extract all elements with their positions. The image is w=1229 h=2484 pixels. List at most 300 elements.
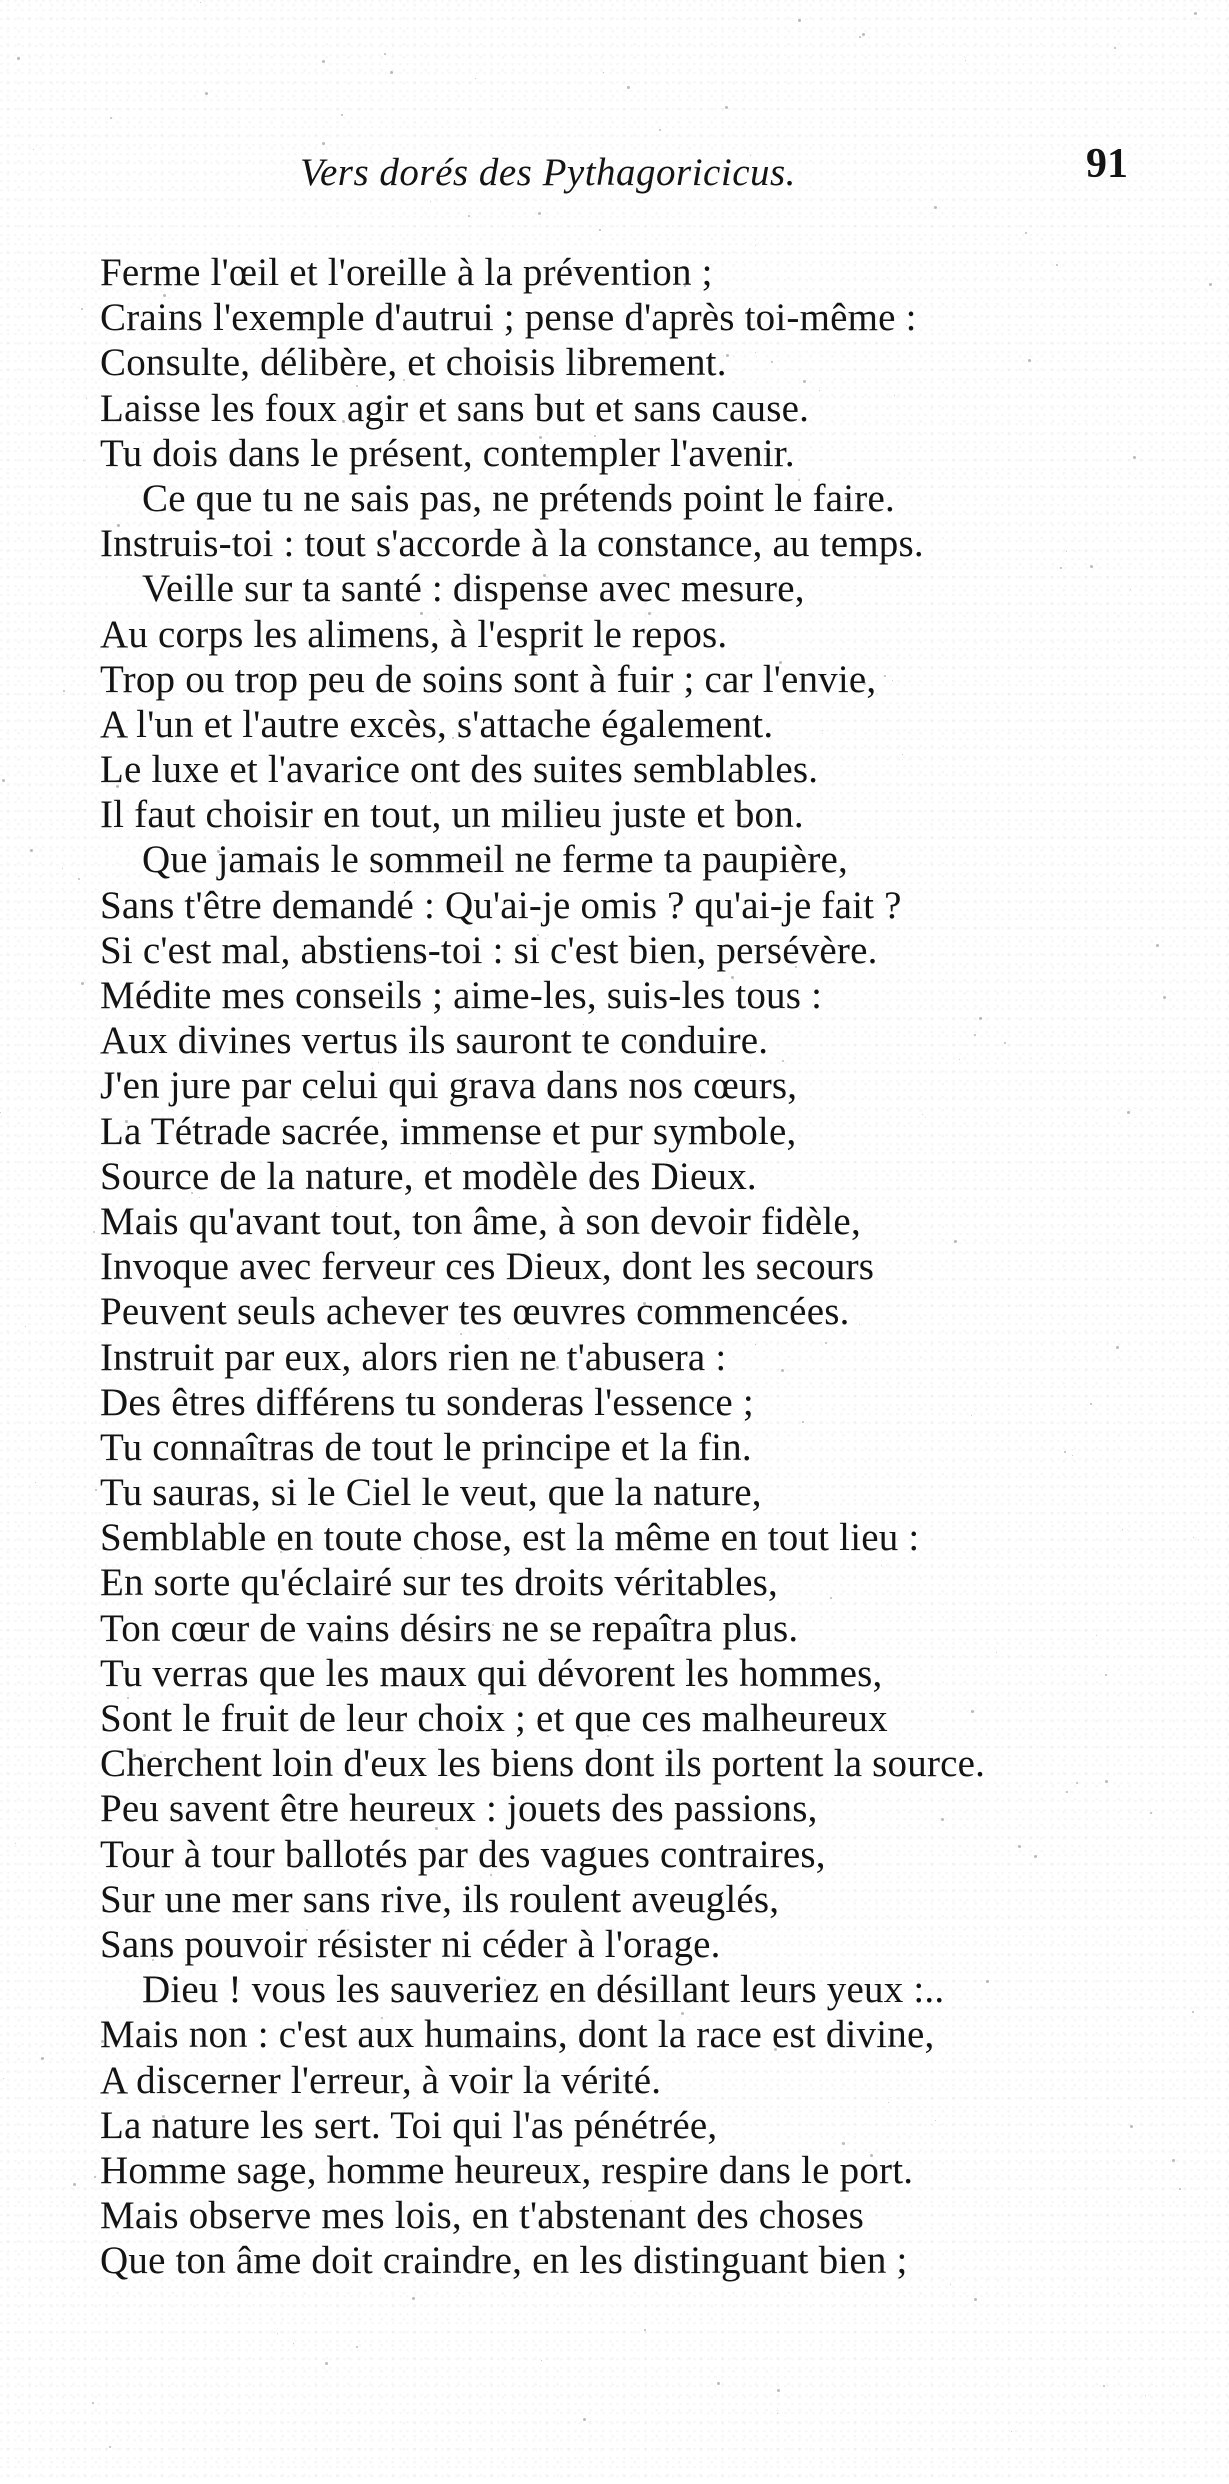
paper-speck [601,594,604,597]
paper-speck [342,420,345,423]
paper-speck [996,1652,997,1653]
paper-speck [367,954,368,955]
paper-speck [306,1929,308,1931]
paper-speck [414,2129,416,2131]
paper-speck [361,1952,362,1953]
paper-speck [94,2176,96,2178]
paper-speck [583,2418,586,2421]
paper-speck [1076,1782,1078,1784]
paper-speck [842,2142,845,2145]
verse-line: Source de la nature, et modèle des Dieux. [100,1154,757,1198]
paper-speck [101,2040,104,2043]
paper-speck [93,1231,95,1233]
paper-speck [428,723,431,726]
paper-speck [430,201,431,202]
paper-speck [248,1532,249,1533]
paper-speck [152,1959,154,1961]
verse-line: Invoque avec ferveur ces Dieux, dont les secours [100,1245,875,1289]
paper-speck [504,1979,506,1981]
paper-speck [795,966,797,968]
running-head: Vers dorés des Pythagoricicus. [300,151,796,194]
paper-speck [881,2262,884,2265]
paper-speck [774,2048,777,2051]
paper-speck [1150,1812,1152,1814]
paper-speck [239,819,241,821]
paper-speck [191,1192,193,1194]
paper-speck [596,1012,597,1013]
paper-speck [511,283,512,284]
verse-line: Si c'est mal, abstiens-toi : si c'est bien, persévère. [100,928,878,972]
verse-line: Ferme l'œil et l'oreille à la prévention ; [100,251,713,294]
verse-line: Consulte, délibère, et choisis librement. [100,341,727,385]
verse-line: Trop ou trop peu de soins sont à fuir ; car l'envie, [100,657,877,701]
paper-speck [205,92,208,95]
paper-speck [971,1415,972,1416]
verse-line: Mais qu'avant tout, ton âme, à son devoir fidèle, [100,1199,861,1243]
page-number: 91 [1086,141,1128,187]
paper-speck [1072,1455,1073,1456]
paper-speck [1179,2188,1181,2190]
paper-speck [341,114,343,116]
verse-line: Tu sauras, si le Ciel le veut, que la nature, [100,1471,762,1515]
paper-speck [356,2346,358,2348]
paper-speck [1064,1451,1066,1453]
paper-speck [508,1338,509,1339]
paper-speck [17,57,20,60]
verse-line: Instruis-toi : tout s'accorde à la constance, au temps. [100,522,924,566]
paper-speck [490,1259,491,1260]
paper-speck [884,675,886,677]
paper-speck [717,2382,720,2385]
paper-speck [492,1624,494,1626]
paper-speck [429,864,432,867]
paper-speck [310,1099,312,1101]
paper-speck [1145,2395,1146,2396]
paper-speck [259,671,260,672]
paper-speck [556,1366,559,1369]
paper-speck [830,1597,832,1599]
paper-speck [1163,996,1166,999]
paper-speck [1090,565,1093,568]
paper-speck [356,385,358,387]
paper-speck [892,680,893,681]
paper-speck [726,354,729,357]
paper-speck [1090,1403,1092,1405]
paper-speck [965,60,966,61]
paper-speck [678,1400,680,1402]
paper-speck [224,1624,226,1626]
paper-speck [2,779,5,782]
paper-speck [86,398,87,399]
paper-speck [959,1059,960,1060]
paper-speck [30,849,33,852]
paper-speck [41,2057,44,2060]
paper-speck [654,689,655,690]
paper-speck [460,2278,461,2279]
paper-speck [511,1359,512,1360]
paper-speck [1122,1529,1123,1530]
paper-speck [117,524,120,527]
paper-speck [725,106,728,109]
paper-speck [372,1068,373,1069]
verse-line: Instruit par eux, alors rien ne t'abusera : [100,1335,727,1379]
paper-speck [452,737,454,739]
paper-speck [296,1289,297,1290]
paper-speck [750,155,751,156]
paper-speck [627,86,630,89]
paper-speck [396,1082,399,1085]
paper-speck [822,730,823,731]
paper-speck [439,619,440,620]
paper-speck [256,331,257,332]
paper-speck [599,229,601,231]
paper-speck [438,1446,439,1447]
paper-speck [179,812,180,813]
paper-speck [468,215,470,217]
paper-speck [881,1565,882,1566]
paper-speck [420,1557,422,1559]
paper-speck [162,2115,165,2118]
paper-speck [1209,283,1212,286]
paper-speck [1025,232,1027,234]
paper-speck [643,1302,646,1305]
paper-speck [935,2120,936,2121]
verse-line: Laisse les foux agir et sans but et sans cause. [100,386,810,430]
paper-speck [435,1827,438,1830]
paper-speck [676,1273,679,1276]
paper-speck [116,785,119,788]
paper-speck [1133,456,1136,459]
paper-speck [362,1585,363,1586]
paper-speck [934,206,937,209]
verse-line: Semblable en toute chose, est la même en tout lieu : [100,1516,920,1560]
paper-speck [941,1818,944,1821]
paper-speck [360,2000,362,2002]
paper-speck [974,1034,976,1036]
paper-speck [0,1112,1,1113]
paper-speck [262,1448,264,1450]
paper-speck [322,142,325,145]
paper-speck [450,1153,451,1154]
paper-speck [750,1065,751,1066]
paper-speck [779,661,782,664]
paper-speck [681,2012,684,2015]
paper-speck [539,436,542,439]
verse-line: Que ton âme doit craindre, en les distinguant bien ; [100,2239,908,2283]
verse-line: Peuvent seuls achever tes œuvres commencées. [100,1290,850,1334]
verse-line: Le luxe et l'avarice ont des suites semblables. [100,748,819,792]
paper-speck [1028,359,1031,362]
paper-speck [200,2,201,3]
paper-speck [719,809,720,810]
paper-speck [862,1723,863,1724]
paper-speck [460,1333,462,1335]
paper-speck [603,72,604,73]
paper-speck [1130,2125,1133,2128]
paper-speck [1060,567,1062,569]
paper-speck [430,792,431,793]
paper-speck [1004,1042,1006,1044]
paper-speck [216,307,219,310]
paper-speck [861,1712,863,1714]
paper-speck [594,435,596,437]
paper-speck [777,2413,778,2414]
paper-speck [537,934,539,936]
verse-line: Veille sur ta santé : dispense avec mesure, [142,567,805,611]
paper-speck [535,2070,537,2072]
paper-speck [802,1421,804,1423]
paper-speck [863,682,866,685]
paper-speck [204,459,207,462]
paper-speck [845,497,848,500]
paper-speck [971,1710,974,1713]
paper-speck [223,2074,225,2076]
paper-speck [125,1120,128,1123]
paper-speck [902,754,903,755]
paper-speck [109,2446,111,2448]
paper-speck [1066,1791,1068,1793]
paper-speck [535,652,537,654]
paper-speck [277,2333,278,2334]
paper-speck [163,294,166,297]
verse-line: Homme sage, homme heureux, respire dans le port. [100,2148,914,2192]
paper-speck [954,1240,957,1243]
paper-speck [110,117,112,119]
paper-speck [777,2389,780,2392]
paper-speck [264,359,267,362]
paper-speck [181,1177,182,1178]
paper-speck [370,2180,373,2183]
paper-speck [490,1874,492,1876]
verse-line: Sans t'être demandé : Qu'ai-je omis ? qu'ai-je fait ? [100,883,902,927]
paper-speck [403,379,405,381]
paper-speck [979,1017,982,1020]
paper-speck [467,1953,469,1955]
paper-speck [380,2278,381,2279]
paper-speck [1096,1635,1097,1636]
verse-line: Mais observe mes lois, en t'abstenant des choses [100,2194,864,2238]
paper-speck [127,1697,129,1699]
paper-speck [25,1326,26,1327]
paper-speck [771,361,773,363]
paper-speck [81,308,83,310]
paper-speck [336,1206,337,1207]
paper-speck [1130,589,1131,590]
paper-speck [894,395,895,396]
paper-speck [222,727,223,728]
paper-speck [92,2402,94,2404]
paper-speck [974,2298,977,2301]
paper-speck [541,2360,542,2361]
paper-speck [1193,1537,1194,1538]
paper-speck [859,1324,860,1325]
paper-speck [160,1751,162,1753]
paper-speck [859,36,861,38]
paper-speck [1011,2431,1012,2432]
verse-line: Tu verras que les maux qui dévorent les hommes, [100,1651,883,1695]
paper-speck [1116,1346,1119,1349]
paper-speck [684,285,686,287]
verse-line: Sur une mer sans rive, ils roulent aveuglés, [100,1877,780,1921]
paper-speck [1066,551,1067,552]
paper-speck [95,1489,97,1491]
paper-speck [202,366,203,367]
paper-speck [416,958,419,961]
paper-speck [81,982,84,985]
paper-speck [165,552,167,554]
paper-speck [420,612,423,615]
paper-speck [906,325,907,326]
verse-line: Ce que tu ne sais pas, ne prétends point le faire. [142,476,895,520]
paper-speck [396,1247,397,1248]
paper-speck [630,2200,632,2202]
paper-speck [1056,264,1058,266]
paper-speck [1194,12,1197,15]
paper-speck [743,824,746,827]
paper-speck [63,690,65,692]
paper-speck [148,804,149,805]
paper-speck [653,1671,655,1673]
paper-speck [1114,47,1116,49]
verse-line: Tu connaîtras de tout le principe et la fin. [100,1425,752,1469]
paper-speck [574,583,577,586]
paper-speck [644,1041,647,1044]
paper-speck [1103,2385,1105,2387]
paper-speck [35,1482,36,1483]
paper-speck [711,1904,714,1907]
paper-speck [798,19,801,22]
paper-speck [340,1640,343,1643]
paper-speck [313,1226,314,1227]
paper-speck [862,33,865,36]
paper-speck [870,2154,873,2157]
paper-speck [3,2078,4,2079]
paper-speck [1018,1845,1021,1848]
paper-speck [755,352,756,353]
paper-speck [781,1369,784,1372]
paper-speck [325,2362,328,2365]
paper-speck [819,390,820,391]
paper-speck [384,53,386,55]
paper-speck [755,1344,756,1345]
paper-speck [798,479,800,481]
paper-speck [922,1114,923,1115]
paper-speck [293,2343,294,2344]
verse-line: Tour à tour ballotés par des vagues contraires, [100,1832,826,1876]
verse-line: Ton cœur de vains désirs ne se repaîtra plus. [100,1606,799,1650]
verse-line: Des êtres différens tu sonderas l'essence ; [100,1380,754,1424]
verse-block [100,250,1200,2283]
paper-speck [1127,1111,1130,1114]
paper-speck [782,1060,784,1062]
verse-line: En sorte qu'éclairé sur tes droits véritables, [100,1561,778,1605]
paper-speck [607,1735,609,1737]
paper-speck [1034,1855,1037,1858]
paper-speck [755,245,756,246]
paper-speck [636,552,638,554]
paper-speck [378,1062,379,1063]
paper-speck [381,2017,383,2019]
paper-speck [83,460,84,461]
paper-speck [1172,2159,1175,2162]
paper-speck [1192,2011,1194,2013]
paper-speck [659,129,661,131]
paper-speck [545,938,546,939]
paper-speck [888,2102,889,2103]
paper-speck [254,852,257,855]
verse-line: Au corps les alimens, à l'esprit le repos. [100,612,728,656]
paper-speck [205,494,208,497]
paper-speck [143,1754,146,1757]
verse-line: Que jamais le sommeil ne ferme ta paupière, [142,838,848,882]
verse-line: A discerner l'erreur, à voir la vérité. [100,2058,662,2102]
verse-line: Crains l'exemple d'autrui ; pense d'après toi-même : [100,296,917,340]
paper-speck [127,1000,130,1003]
verse-line: Peu savent être heureux : jouets des passions, [100,1787,818,1831]
paper-speck [543,574,546,577]
paper-speck [644,2329,646,2331]
verse-line: J'en jure par celui qui grava dans nos cœurs, [100,1064,798,1108]
paper-speck [280,1551,282,1553]
paper-speck [511,555,513,557]
paper-speck [347,1929,349,1931]
paper-speck [300,918,301,919]
paper-speck [631,461,633,463]
paper-speck [78,878,80,880]
paper-speck [475,78,476,79]
paper-speck [986,1980,989,1983]
paper-speck [803,380,806,383]
paper-speck [1156,944,1159,947]
paper-speck [540,1250,541,1251]
verse-line: A l'un et l'autre excès, s'attache également. [100,702,774,746]
paper-speck [217,850,220,853]
paper-speck [633,589,634,590]
paper-speck [648,612,651,615]
paper-speck [33,149,34,150]
verse-line: La Tétrade sacrée, immense et pur symbole, [100,1109,797,1153]
paper-speck [689,1509,690,1510]
verse-line: Tu dois dans le présent, contempler l'avenir. [100,431,795,475]
paper-speck [330,1459,332,1461]
paper-speck [73,2183,76,2186]
paper-speck [322,60,325,63]
verse-line: Mais non : c'est aux humains, dont la race est divine, [100,2013,935,2057]
paper-speck [731,976,734,979]
paper-speck [199,1197,200,1198]
paper-speck [282,1809,284,1811]
paper-speck [62,868,63,869]
paper-speck [309,1171,310,1172]
paper-speck [400,251,401,252]
verse-line: Sont le fruit de leur choix ; et que ces malheureux [100,1697,888,1740]
paper-speck [105,996,107,998]
verse-line: Sans pouvoir résister ni céder à l'orage. [100,1922,721,1966]
verse-line: Aux divines vertus ils sauront te conduire. [100,1019,769,1063]
verse-line: Il faut choisir en tout, un milieu juste et bon. [100,793,804,837]
paper-speck [143,442,144,443]
paper-speck [825,1342,827,1344]
paper-speck [394,882,395,883]
paper-speck [583,1024,584,1025]
verse-line: Médite mes conseils ; aime-les, suis-les tous : [100,974,823,1017]
paper-speck [480,1694,481,1695]
paper-speck [1105,1674,1107,1676]
verse-line: La nature les sert. Toi qui l'as pénétrée, [100,2103,718,2147]
paper-speck [15,1843,16,1844]
paper-speck [1105,1780,1108,1783]
verse-line: Dieu ! vous les sauveriez en désillant leurs yeux :.. [142,1968,945,2012]
